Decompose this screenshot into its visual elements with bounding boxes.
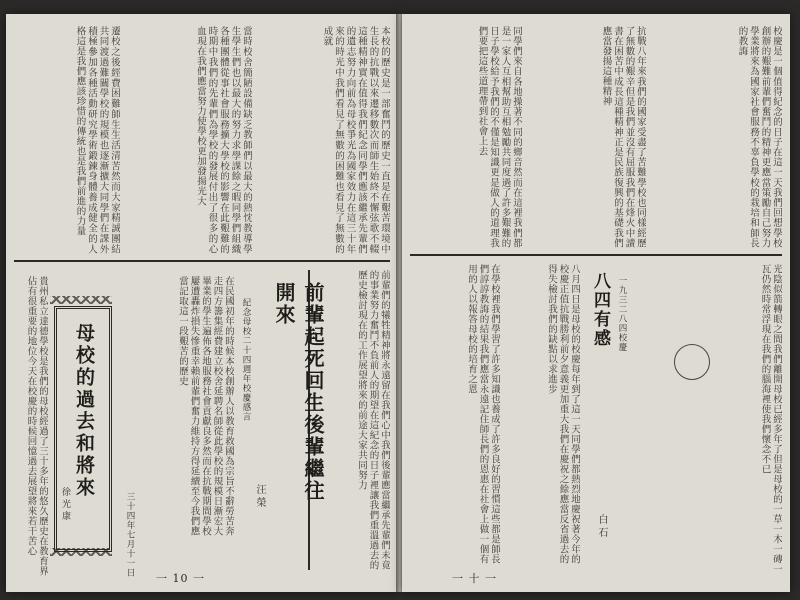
article-text-top-left: 遷校之後經費困難師生生活清苦然而大家精誠團結共同渡過難關學校的規模也逐漸擴大同學們在課外積極參加各種活動研究學術鍛鍊身體養成健全的人格這是我們應該珍惜的傳統也是我們前進的力量 [74, 26, 120, 254]
article-text-top-right: 校慶是一個值得紀念的日子在這一天我們回想學校創辦的艱難前輩們奮鬥的精神更應當策勵自己努力學業將來為國家社會服務不辜負學校的栽培和師長的教誨 [736, 26, 782, 248]
article-body: 在民國初年的時候本校創辦人以教育救國為宗旨不辭勞苦奔走四方籌集經費建立校舍延聘名師從此學校的規模日漸宏大畢業的學生遍佈各地服務社會貢獻良多然而在抗戰期間學校屢遭轟炸損失慘重幸賴前輩們奮力維持方得延續至今我們應當記取這一段艱苦的歷史 [177, 276, 234, 536]
left-page [6, 14, 398, 592]
boxed-author: 徐光康 [60, 487, 70, 523]
page-number: 一 十 一 [452, 572, 497, 585]
title-box [54, 306, 112, 552]
article-date: 三十四年七月十一日 [125, 492, 135, 578]
article-subtitle: 一九三二八四校慶 [617, 276, 627, 352]
article-text-top-right: 本校的歷史是一部奮鬥的歷史一直是在艱苦環境中生長的抗戰以來遷移數次而師生始終不懈弦歌不輟這種精神實在值得我們紀念同學們應該繼承先輩們的遺志努力向前為母校爭光為國家效力在這三十年來的時光中我們看見了無數的困難也看見了無數的成就 [321, 26, 390, 254]
article-byline: 汪榮 [254, 484, 265, 510]
boxed-title: 母校的過去和將來 [73, 323, 95, 499]
stamp-mark [674, 344, 710, 380]
article-body-left: 在學校裡我們學習了許多知識也養成了許多良好的習慣這些都是師長們諄諄教誨的結果我們應當永遠記住師長們的恩惠在社會上做一個有用的人以報答母校的培育之恩 [466, 264, 500, 564]
decorative-border-bottom [50, 548, 112, 556]
article-headline: 八四有感 [590, 272, 610, 348]
article-text-top-left: 同學們來自各地操著不同的鄉音然而在這裡我們都是一家人互相幫助互相勉勵共同度過了許多艱難的日子學校給予我們的不僅是知識更是做人的道理我們要把這些道理帶到社會上去 [476, 26, 522, 248]
horizontal-divider [410, 254, 782, 256]
article-text-lower-right: 前輩們的犧牲精神將永遠留在我們心中我們後輩應當繼承先輩們未竟的事業努力奮鬥不負前人的期望在這紀念的日子裡讓我們重溫過去的歷史檢討現在的工作展望將來的前途大家共同努力 [356, 270, 390, 570]
article-body-right: 八月四日是母校的校慶每年到了這一天同學們都熱烈地慶祝著今年的校慶正值抗戰勝利前夕意義更加重大我們在慶祝之餘應當反省過去的得失檢討我們的缺點以求進步 [546, 264, 580, 564]
right-page [402, 14, 790, 592]
decorative-border [50, 296, 112, 304]
article-headline: 前輩起死回生後輩繼往開來 [272, 282, 325, 502]
article-byline: 白石 [596, 514, 607, 540]
horizontal-divider [14, 260, 390, 262]
article-text-top-middle: 抗戰八年來我們的國家受盡了苦難學校也同樣經歷了無數的艱辛但是我們並沒有屈服我們在烽火中讀書在困苦中成長這種精神正是民族復興的基礎我們應當發揚這種精神 [600, 26, 646, 248]
article-subtitle: 紀念母校二十四週年校慶感言 [241, 298, 251, 422]
article-text-bottom-left: 貴州私立達德學校是我們的母校經過了三十多年的悠久歷史在教育界佔有很重要的地位今天在校慶的時候回憶過去展望將來若干苦心 [25, 276, 48, 576]
page-number: 一 10 一 [156, 572, 205, 585]
article-text-far-right: 光陰似箭轉眼之間我們離開母校已經多年了但是母校的一草一木一磚一瓦仍然時常浮現在我們的腦海裡使我們懷念不已 [759, 264, 782, 574]
article-text-top-middle: 當時校舍簡陋設備缺乏教師們以最大的熱忱教導學生學生們也以最大的努力求學課餘之暇同學們組織各種團體從事社會服務擴大學校的影響在此艱難的時期中我們的先輩們為學校的發展付出了很多的心血現在我們應當努力使學校更加發揚光大 [195, 26, 252, 254]
